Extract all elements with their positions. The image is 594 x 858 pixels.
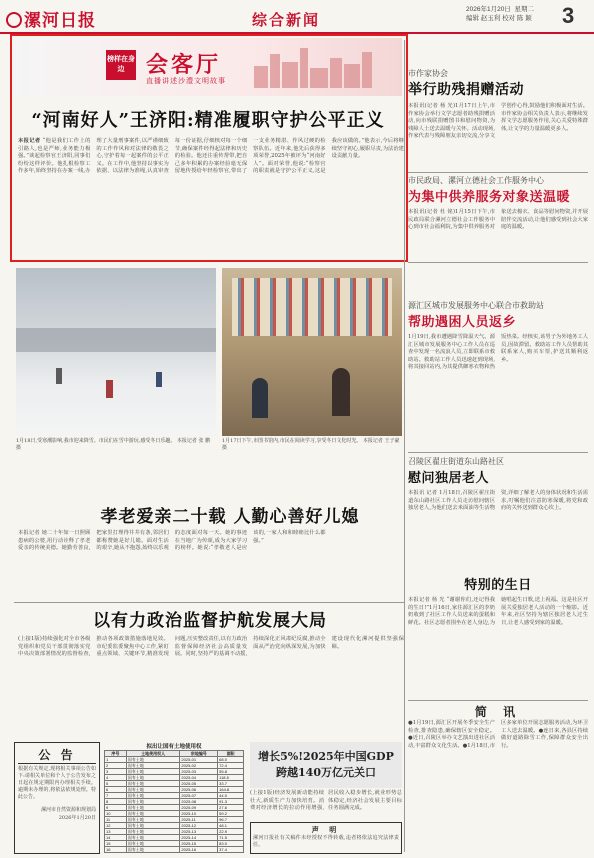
land-table	[104, 742, 244, 854]
table-cell: 2025-05	[180, 781, 218, 787]
table-cell: 6	[105, 787, 127, 793]
banner-subtitle: 直播讲述沙澧文明故事	[146, 77, 226, 85]
table-cell: 33.7	[218, 781, 244, 787]
table-cell: 10	[105, 811, 127, 817]
story-kicker: 市作家协会	[408, 69, 448, 78]
table-header-cell: 面积	[218, 751, 244, 757]
table-cell: 4	[105, 775, 127, 781]
table-cell: 国有土地	[126, 763, 180, 769]
table-cell: 国有土地	[126, 841, 180, 847]
story2-body: 本报记者 她二十年如一日照顾患病的公婆,用行动诠释了孝老爱亲的传统美德。她勤劳善良,把家里打理得井井有条,邻居们都称赞她是好儿媳。面对生活的艰辛,她从不抱怨,始终以乐观的态度面对每一天。她的事迹在当地广为传颂,成为大家学习的榜样。她说:“孝敬老人是应该的,一家人和和睦睦比什么都强。”	[18, 530, 326, 552]
table-body	[105, 757, 244, 853]
table-cell: 91.3	[218, 799, 244, 805]
story3-headline: 以有力政治监督护航发展大局	[93, 611, 327, 631]
table-cell: 国有土地	[126, 823, 180, 829]
story3-body: (上接1版)持续强化对全市各级党组织和党员干部贯彻落实党中央决策部署情况的监督检查,推动各项政策措施落地见效。市纪委监委聚焦中心工作,紧盯重点领域、关键环节,精准发现问题,压实整改责任,以有力政治监督保障经济社会高质量发展。同时,坚持严的基调不动摇,持续深化正风肃纪反腐,推动全面从严治党向纵深发展,为加快建设现代化漯河提供坚强保障。	[18, 636, 404, 658]
table-cell: 2025-07	[180, 793, 218, 799]
table-cell: 国有土地	[126, 847, 180, 853]
table-cell: 71.5	[218, 835, 244, 841]
right-story-5	[408, 574, 588, 689]
table-cell: 13	[105, 829, 127, 835]
table-cell: 68.0	[218, 757, 244, 763]
issue-date: 2026年1月20日	[466, 6, 511, 13]
story2-headline: 孝老爱亲二十载 人勤心善好儿媳	[100, 507, 360, 527]
table-cell: 15	[105, 841, 127, 847]
section-title: 综合新闻	[252, 11, 321, 29]
table-cell: 96.7	[218, 817, 244, 823]
story-headline: 为集中供养服务对象送温暖	[408, 190, 571, 205]
statement-title: 声 明	[311, 825, 341, 834]
table-cell: 2025-15	[180, 841, 218, 847]
table-cell: 2025-10	[180, 811, 218, 817]
public-notice	[14, 742, 100, 854]
table-cell: 2025-02	[180, 763, 218, 769]
table-cell: 83.0	[218, 841, 244, 847]
notice-body: 根据有关规定,现将相关事项公告如下:请相关单位和个人于公告发布之日起在规定期限内办理相关手续。逾期未办理的,将依法依规处理。特此公告。	[18, 766, 96, 800]
right-story-3	[408, 300, 588, 430]
table-cell: 14	[105, 835, 127, 841]
photo-reader	[332, 368, 350, 416]
table-header-cell: 宗地编号	[180, 751, 218, 757]
statement-box	[250, 822, 402, 854]
table-cell: 国有土地	[126, 769, 180, 775]
story-kicker: 市民政局、漯河立德社会工作服务中心	[408, 176, 544, 185]
story-body: 本报讯 记者 1月18日,召陵区翟庄街道东山路社区工作人员走访慰问辖区独居老人,为他们送去米面油等生活物资,详细了解老人的身体状况和生活需求,叮嘱他们注意防寒保暖,将党和政府的关怀送到群众心坎上。	[408, 490, 588, 512]
table-cell: 16	[105, 847, 127, 853]
photo-person	[156, 372, 162, 387]
table-cell: 国有土地	[126, 817, 180, 823]
table-cell: 国有土地	[126, 805, 180, 811]
gdp-body: (上接1版)经济发展新动能持续壮大,新质生产力加快培育。消费对经济增长的拉动作用增强,居民收入稳步增长,就业形势总体稳定,经济社会发展主要目标任务圆满完成。	[250, 790, 402, 812]
table-cell: 2025-13	[180, 829, 218, 835]
right-story-2	[408, 175, 588, 261]
table-cell: 7	[105, 793, 127, 799]
divider	[408, 172, 588, 173]
story-body: 本报讯(记者 杜 铭)1月15日下午,市民政局联合漯河立德社会工作服务中心到市社会福利院,为集中供养服务对象送去棉衣、食品等慰问物资,并开展陪伴交流活动,让他们感受到社会大家庭的温暖。	[408, 209, 588, 231]
table-cell: 2025-03	[180, 769, 218, 775]
highlight-frame	[10, 34, 408, 262]
snow-scene-photo	[16, 268, 216, 436]
banner-seal: 榜样在身边	[106, 50, 136, 80]
right-story-4	[408, 456, 588, 578]
photo-tree-line	[16, 328, 216, 352]
gdp-headline-line2: 跨越140万亿元关口	[276, 766, 376, 779]
proof-credit: 校对 陈 颖	[502, 15, 532, 22]
story-headline: 帮助遇困人员返乡	[408, 315, 517, 330]
photo-person	[56, 368, 62, 384]
table-cell: 国有土地	[126, 781, 180, 787]
newspaper-logo	[6, 6, 96, 31]
auction-table	[104, 750, 244, 853]
gdp-headline-box	[250, 742, 402, 788]
table-cell: 国有土地	[126, 799, 180, 805]
story-body: 本报讯(记者 杨 光)1月17日上午,市作家协会举行文学志愿者助残捐赠活动,向市残联捐赠图书和慰问物资,为残障人士送去温暖与关怀。活动现场,作家代表与残障朋友亲切交流,分享文学创作心得,鼓励他们积极面对生活。市作家协会相关负责人表示,将继续发挥文学志愿服务作用,关心关爱特殊群体,让文学的力量温暖更多人。	[408, 103, 588, 140]
table-cell: 2025-01	[180, 757, 218, 763]
story-kicker: 召陵区翟庄街道东山路社区	[408, 457, 504, 466]
table-cell: 国有土地	[126, 811, 180, 817]
photo-reader	[252, 378, 268, 418]
table-cell: 2025-08	[180, 799, 218, 805]
statement-body: 漯河日报社有关稿件未经授权不得转载,违者将依法追究法律责任。	[253, 835, 399, 848]
notice-title: 公 告	[18, 746, 96, 764]
table-cell: 2025-12	[180, 823, 218, 829]
table-cell: 59.2	[218, 811, 244, 817]
table-cell: 11	[105, 817, 127, 823]
brief-title: 简 讯	[408, 700, 588, 720]
page-number: 3	[562, 3, 575, 28]
divider	[408, 452, 588, 453]
table-cell: 2025-11	[180, 817, 218, 823]
table-cell: 2025-09	[180, 805, 218, 811]
library-photo	[222, 268, 402, 436]
divider	[14, 602, 404, 603]
table-cell: 国有土地	[126, 775, 180, 781]
gdp-headline-line1: 增长5%!2025年中国GDP	[258, 750, 394, 763]
photo-bookshelf	[232, 278, 392, 336]
table-cell: 2025-14	[180, 835, 218, 841]
date-block	[466, 5, 534, 23]
table-cell: 55.8	[218, 769, 244, 775]
feature-headline: “河南好人”王济阳:精准履职守护公平正义	[31, 110, 385, 131]
story-body: 本报记者 杨 光 “谢谢你们,还记得我的生日!”1月16日,家住源汇区的李奶奶收到了社区工作人员送来的蛋糕和鲜花。社区志愿者围坐在老人身边,为她唱起生日歌,送上祝福。这是社区开展关爱独居老人活动的一个缩影。近年来,社区坚持为辖区独居老人过生日,让老人感受到家的温暖。	[408, 597, 588, 626]
notice-date: 2026年1月20日	[58, 814, 96, 821]
table-cell: 2	[105, 763, 127, 769]
table-cell: 5	[105, 781, 127, 787]
banner-title: 会客厅	[146, 52, 222, 78]
table-cell: 国有土地	[126, 787, 180, 793]
logo-emblem-icon	[6, 12, 22, 28]
table-header-cell: 序号	[105, 751, 127, 757]
feature-byline: 本报记者	[18, 138, 41, 144]
issue-weekday: 星期二	[514, 6, 534, 13]
table-cell: 9	[105, 805, 127, 811]
table-cell: 1	[105, 757, 127, 763]
table-cell: 27.6	[218, 805, 244, 811]
story-body: 1月19日,我市遭遇降雪降温天气。源汇区城市发展服务中心工作人员在巡查中发现一名流浪人员,立即联系市救助站。救助站工作人员迅速赶到现场,将其接回站内,为其提供御寒衣物和热饭热菜。经核实,该男子为外地务工人员,因故滞留。救助站工作人员帮助其联系家人,购买车票,护送其顺利返乡。	[408, 334, 588, 371]
table-cell: 48.1	[218, 823, 244, 829]
story-headline: 举行助残捐赠活动	[408, 82, 524, 98]
story-headline: 慰问独居老人	[408, 471, 490, 486]
logo-text: 漯河日报	[24, 11, 96, 31]
table-cell: 国有土地	[126, 835, 180, 841]
table-cell: 国有土地	[126, 793, 180, 799]
table-cell: 37.4	[218, 847, 244, 853]
table-cell: 国有土地	[126, 829, 180, 835]
divider	[408, 262, 588, 263]
feature-text: “他是我们工作上的引路人,也是严师,业务能力极强。”谈起检察官王济阳,同事们纷纷这样评价。他扎根检察工作多年,始终坚持在办案一线,办理了大量刑事案件,以严谨细致的工作作风和对法律的敬畏之心,守护着每一起案件的公平正义。在工作中,他坚持以事实为依据、以法律为准绳,认真审查每一份证据,仔细核对每一个细节,确保案件经得起法律和历史的检验。他还注重传帮带,把自己多年积累的办案经验毫无保留地传授给年轻检察官,带出了一支业务精湛、作风过硬的检察队伍。近年来,他先后获得多项荣誉,2025年被评为“河南好人”。面对荣誉,他说:“检察官的职责就是守护公平正义,这是我应该做的。”他表示,今后将继续坚守初心,履职尽责,为法治建设贡献力量。	[18, 138, 404, 175]
table-header-cell: 土地使用权人	[126, 751, 180, 757]
table-title: 拟出让国有土地使用权	[146, 744, 202, 750]
table-cell: 3	[105, 769, 127, 775]
table-cell: 22.9	[218, 829, 244, 835]
photo2-caption: 1月17日下午,市图书馆内,市民在阅读学习,享受冬日文化时光。 本报记者 王子豪 摄	[222, 438, 400, 451]
table-cell: 2025-04	[180, 775, 218, 781]
notice-signature: 漯河市自然资源和规划局	[40, 807, 96, 813]
table-cell: 72.4	[218, 763, 244, 769]
photo1-caption: 1月18日,受寒潮影响,我市迎来降雪。市民们在雪中游玩,感受冬日乐趣。 本报记者 张 鹏 摄	[16, 438, 211, 451]
table-cell: 2025-06	[180, 787, 218, 793]
table-row	[105, 847, 244, 853]
table-cell: 国有土地	[126, 757, 180, 763]
masthead	[0, 0, 594, 34]
brief-body: ●1月19日,源汇区开展冬季安全生产检查,排查隐患,确保辖区安全稳定。●近日,召陵区举办文艺演出进社区活动,丰富群众文化生活。●1月18日,市区多家单位开展志愿服务活动,为环卫工人送去温暖。●连日来,各县区持续做好道路除雪工作,保障群众安全出行。	[408, 720, 588, 749]
table-cell: 2025-16	[180, 847, 218, 853]
story-headline: 特别的生日	[464, 578, 532, 593]
table-cell: 164.8	[218, 787, 244, 793]
table-cell: 12	[105, 823, 127, 829]
story-kicker: 源汇区城市发展服务中心联合市救助站	[408, 301, 544, 310]
right-story-1	[408, 68, 588, 171]
table-cell: 8	[105, 799, 127, 805]
photo-person	[106, 380, 113, 398]
column-divider	[404, 40, 405, 852]
table-cell: 44.0	[218, 793, 244, 799]
editor-credit: 编辑 赵玉利	[466, 15, 501, 22]
table-cell: 118.5	[218, 775, 244, 781]
